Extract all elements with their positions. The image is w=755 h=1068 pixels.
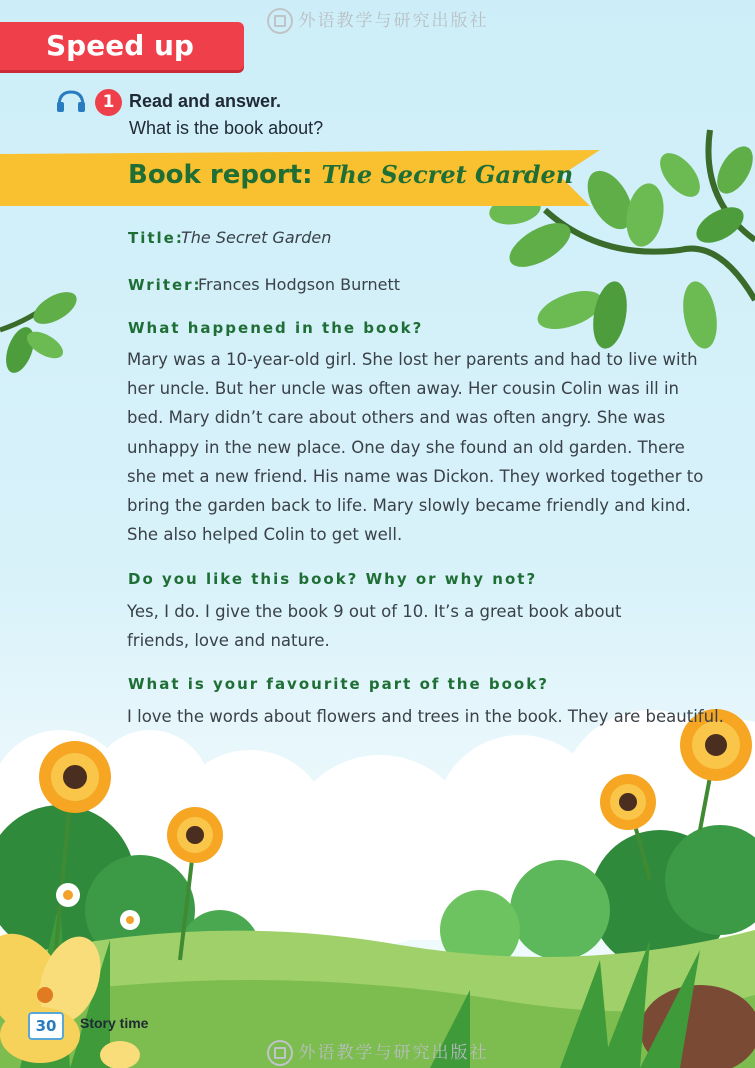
activity-instruction: Read and answer. bbox=[129, 91, 282, 111]
section-title: Speed up bbox=[46, 29, 194, 62]
publisher-logo-icon bbox=[267, 1040, 293, 1066]
activity-number: 1 bbox=[95, 89, 122, 116]
answer-like-book: Yes, I do. I give the book 9 out of 10. It’s a great book about friends, love and nature. bbox=[127, 602, 622, 651]
vine-left bbox=[0, 286, 82, 377]
headphones-icon[interactable] bbox=[56, 90, 86, 112]
page-number: 30 bbox=[28, 1012, 64, 1040]
banner-heading bbox=[128, 160, 573, 190]
publisher-footer bbox=[0, 1038, 755, 1066]
publisher-logo-icon bbox=[267, 8, 293, 34]
publisher-name: 外语教学与研究出版社 bbox=[298, 1043, 489, 1063]
title-value: The Secret Garden bbox=[181, 228, 332, 247]
activity-question: What is the book about? bbox=[129, 118, 324, 138]
writer-value: Frances Hodgson Burnett bbox=[198, 275, 401, 294]
answer-what-happened: Mary was a 10-year-old girl. She lost her parents and had to live with her uncle. But her uncle was often away. Her cousin Colin was ill in bed. Mary didn’t care about others and was often angry. She was unhappy in the new place. One day she found an old garden. There she met a new friend. His name was Dickon. They worked together to bring the garden back to life. Mary slowly became friendly and kind. She also helped Colin to get well. bbox=[127, 350, 704, 545]
section-tag bbox=[0, 22, 244, 70]
question-like-book: Do you like this book? Why or why not? bbox=[128, 570, 538, 588]
title-label: Title: bbox=[128, 229, 184, 247]
answer-favourite-part: I love the words about flowers and trees in the book. They are beautiful. bbox=[127, 707, 724, 726]
banner-book-title: The Secret Garden bbox=[321, 160, 574, 189]
writer-label: Writer: bbox=[128, 276, 202, 294]
publisher-name: 外语教学与研究出版社 bbox=[298, 11, 489, 31]
question-favourite-part: What is your favourite part of the book? bbox=[128, 675, 549, 693]
banner-prefix: Book report: bbox=[128, 160, 313, 190]
question-what-happened: What happened in the book? bbox=[128, 319, 424, 337]
page-section-label: Story time bbox=[80, 1015, 149, 1031]
